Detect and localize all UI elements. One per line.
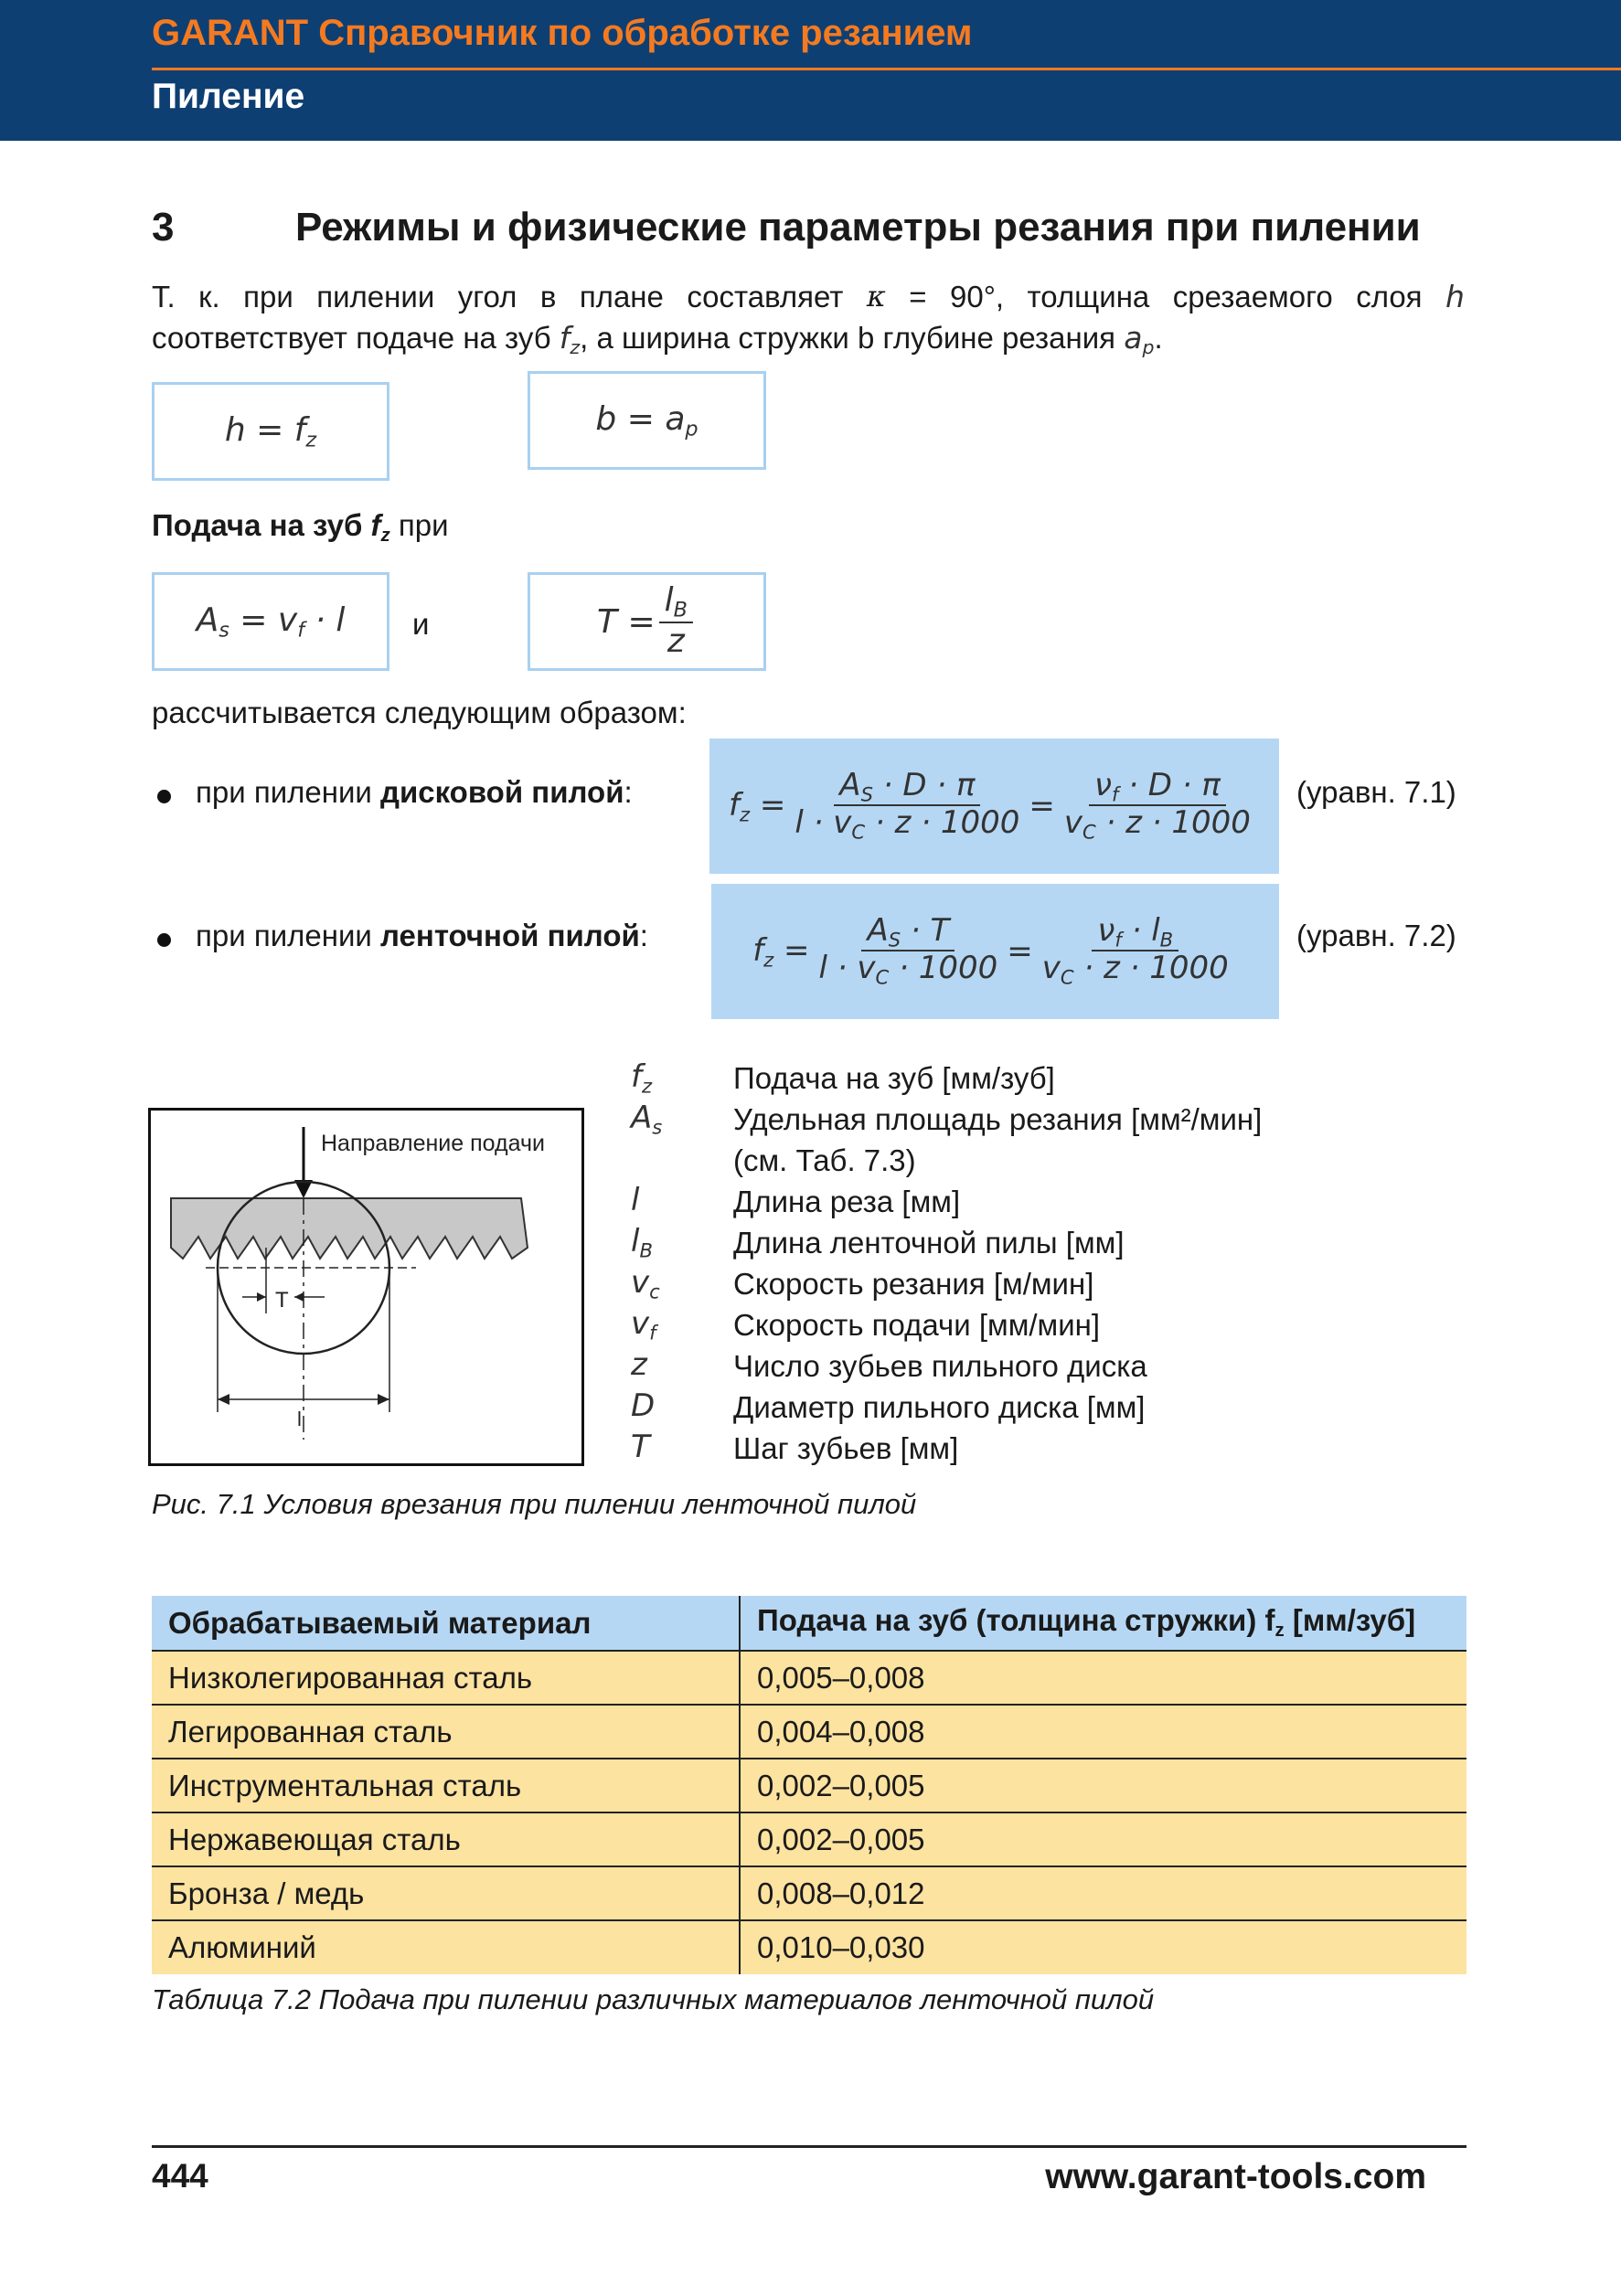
table-row — [152, 1651, 1466, 1705]
feed-cell: 0,004–0,008 — [740, 1705, 1466, 1759]
feed-cell: 0,010–0,030 — [740, 1920, 1466, 1974]
table-row — [152, 1812, 1466, 1866]
legend-description: Число зубьев пильного диска — [733, 1348, 1147, 1383]
table-row — [152, 1705, 1466, 1759]
fraction: $\frac{\nu_f \cdot l_B}{v_C \cdot z \cdot 1000}$ — [1041, 912, 1229, 989]
bullet-bold: ленточной пилой — [380, 919, 640, 952]
column-header-feed: Подача на зуб (толщина стружки) $f_z$ [мм/зуб] — [740, 1596, 1466, 1651]
fraction: $\frac{A_S \cdot T}{l \cdot v_C \cdot 1000}$ — [818, 912, 998, 989]
legend-row — [631, 1140, 1362, 1181]
feed-cell: 0,008–0,012 — [740, 1866, 1466, 1920]
legend-description: Скорость подачи [мм/мин] — [733, 1307, 1101, 1342]
heading-after: при — [389, 508, 449, 542]
feed-cell: 0,005–0,008 — [740, 1651, 1466, 1705]
bullet-band-saw — [196, 919, 648, 953]
bullet-text: : — [624, 775, 633, 809]
heading-bold: Подача на зуб — [152, 508, 371, 542]
bullet-icon — [157, 790, 171, 803]
symbol-legend — [631, 1058, 1362, 1469]
word: пилении — [316, 280, 435, 314]
legend-row — [631, 1222, 1362, 1263]
legend-symbol: $l_B$ — [631, 1223, 653, 1262]
column-header-material: Обрабатываемый материал — [152, 1596, 740, 1651]
legend-symbol: D — [631, 1387, 656, 1425]
legend-symbol: $v_f$ — [631, 1305, 656, 1345]
word: составляет — [687, 280, 844, 314]
material-cell: Бронза / медь — [152, 1866, 740, 1920]
legend-description: Длина ленточной пилы [мм] — [733, 1225, 1125, 1260]
material-cell: Нержавеющая сталь — [152, 1812, 740, 1866]
legend-row — [631, 1058, 1362, 1099]
legend-symbol: $v_c$ — [631, 1264, 660, 1303]
legend-symbol: $A_s$ — [631, 1100, 663, 1139]
feed-cell: 0,002–0,005 — [740, 1759, 1466, 1812]
table-row — [152, 1759, 1466, 1812]
word: слоя — [1356, 280, 1423, 314]
material-cell: Инструментальная сталь — [152, 1759, 740, 1812]
and-connector: и — [412, 607, 430, 641]
word: 90°, — [949, 280, 1005, 314]
legend-row — [631, 1345, 1362, 1387]
bullet-text: при пилении — [196, 775, 380, 809]
bullet-text: : — [639, 919, 648, 952]
band-saw-cutting-figure — [148, 1108, 584, 1466]
saw-blade — [171, 1198, 528, 1259]
word: = — [909, 280, 927, 314]
website-link[interactable]: www.garant-tools.com — [1045, 2157, 1426, 2196]
intro-text: соответствует подаче на зуб — [152, 321, 560, 355]
ap-symbol: $a_p$ — [1124, 320, 1155, 359]
legend-symbol: T — [631, 1429, 650, 1466]
equation-7-2: $f_z$ = $\frac{A_S \cdot T}{l \cdot v_C \cdot 1000}$ = $\frac{\nu_f \cdot l_B}{v_C \cdot z \cdot 1000}$ — [711, 884, 1279, 1019]
chapter-title: Пиление — [152, 77, 305, 116]
intro-line-2: соответствует подаче на зуб $f_z$, а ширина стружки b глубине резания $a_p$. — [152, 320, 1163, 359]
header-divider — [152, 68, 1621, 70]
band-saw-diagram — [151, 1111, 581, 1463]
formula-b-equals-ap: $b = a_p$ — [528, 371, 766, 470]
fraction: $\frac{l_B}{z}$ — [659, 583, 693, 660]
word: толщина — [1027, 280, 1150, 314]
table-row — [152, 1920, 1466, 1974]
material-cell: Алюминий — [152, 1920, 740, 1974]
formula-t: T = $\frac{l_B}{z}$ — [528, 572, 766, 671]
fz-symbol: $f_z$ — [559, 320, 581, 359]
word: при — [243, 280, 293, 314]
legend-symbol: $f_z$ — [631, 1058, 653, 1098]
feed-per-tooth-heading — [152, 508, 449, 547]
formula-h-equals-fz: $h = f_z$ — [152, 382, 389, 481]
word: плане — [579, 280, 664, 314]
fz-bold-symbol: $f_z$ — [370, 508, 390, 547]
equation-label-7-1: (уравн. 7.1) — [1296, 775, 1456, 809]
legend-symbol: l — [631, 1182, 640, 1219]
bullet-text: при пилении — [196, 919, 380, 952]
page-number: 444 — [152, 2157, 208, 2195]
table-header-row — [152, 1596, 1466, 1651]
table-row — [152, 1866, 1466, 1920]
legend-description: Длина реза [мм] — [733, 1184, 961, 1218]
legend-row — [631, 1181, 1362, 1222]
section-title: Режимы и физические параметры резания при пилении — [295, 205, 1421, 250]
feed-direction-label: Направление подачи — [321, 1131, 545, 1156]
page-header — [0, 0, 1621, 141]
word: Т. — [152, 280, 176, 314]
word: срезаемого — [1172, 280, 1333, 314]
footer-divider — [152, 2145, 1466, 2148]
section-number: 3 — [152, 205, 175, 250]
intro-text: , а ширина стружки b глубине резания — [580, 321, 1125, 355]
h-symbol: h — [1445, 279, 1465, 314]
legend-row — [631, 1263, 1362, 1304]
formula-as: $A_s = v_f \cdot l$ — [152, 572, 389, 671]
word: угол — [457, 280, 517, 314]
material-cell: Легированная сталь — [152, 1705, 740, 1759]
legend-description: Подача на зуб [мм/зуб] — [733, 1060, 1055, 1095]
computed-as-text: рассчитывается следующим образом: — [152, 696, 687, 729]
t-label: T — [275, 1288, 289, 1313]
bullet-bold: дисковой пилой — [380, 775, 624, 809]
material-cell: Низколегированная сталь — [152, 1651, 740, 1705]
l-label: l — [297, 1408, 302, 1430]
bullet-icon — [157, 933, 171, 947]
legend-row — [631, 1099, 1362, 1140]
bullet-circular-saw — [196, 775, 633, 810]
kappa-symbol: κ — [866, 279, 886, 314]
feed-cell: 0,002–0,005 — [740, 1812, 1466, 1866]
fraction: $\frac{A_S \cdot D \cdot \pi}{l \cdot v_C \cdot z \cdot 1000}$ — [795, 767, 1020, 844]
intro-paragraph — [152, 276, 1465, 368]
table-caption: Таблица 7.2 Подача при пилении различных материалов ленточной пилой — [152, 1983, 1155, 2015]
book-title: GARANT Справочник по обработке резанием — [152, 13, 973, 53]
word: к. — [198, 280, 220, 314]
legend-row — [631, 1387, 1362, 1428]
figure-caption: Рис. 7.1 Условия врезания при пилении ленточной пилой — [152, 1488, 917, 1520]
legend-description: Скорость резания [м/мин] — [733, 1266, 1094, 1301]
fraction: $\frac{\nu_f \cdot D \cdot \pi}{v_C \cdot z \cdot 1000}$ — [1063, 767, 1251, 844]
equation-label-7-2: (уравн. 7.2) — [1296, 919, 1456, 952]
legend-description: (см. Таб. 7.3) — [733, 1143, 916, 1177]
legend-description: Удельная площадь резания [мм²/мин] — [733, 1101, 1263, 1136]
feed-rate-table — [152, 1596, 1466, 1974]
word: в — [539, 280, 557, 314]
legend-row — [631, 1428, 1362, 1469]
equation-7-1: $f_z$ = $\frac{A_S \cdot D \cdot \pi}{l \cdot v_C \cdot z \cdot 1000}$ = $\frac{\nu_f \cdot D \cdot \pi}{v_C \cdot z \cdot 1000}$ — [709, 739, 1279, 874]
legend-description: Шаг зубьев [мм] — [733, 1430, 959, 1465]
legend-description: Диаметр пильного диска [мм] — [733, 1389, 1146, 1424]
intro-line-1 — [152, 276, 1465, 317]
legend-symbol: z — [631, 1346, 647, 1384]
legend-row — [631, 1304, 1362, 1345]
